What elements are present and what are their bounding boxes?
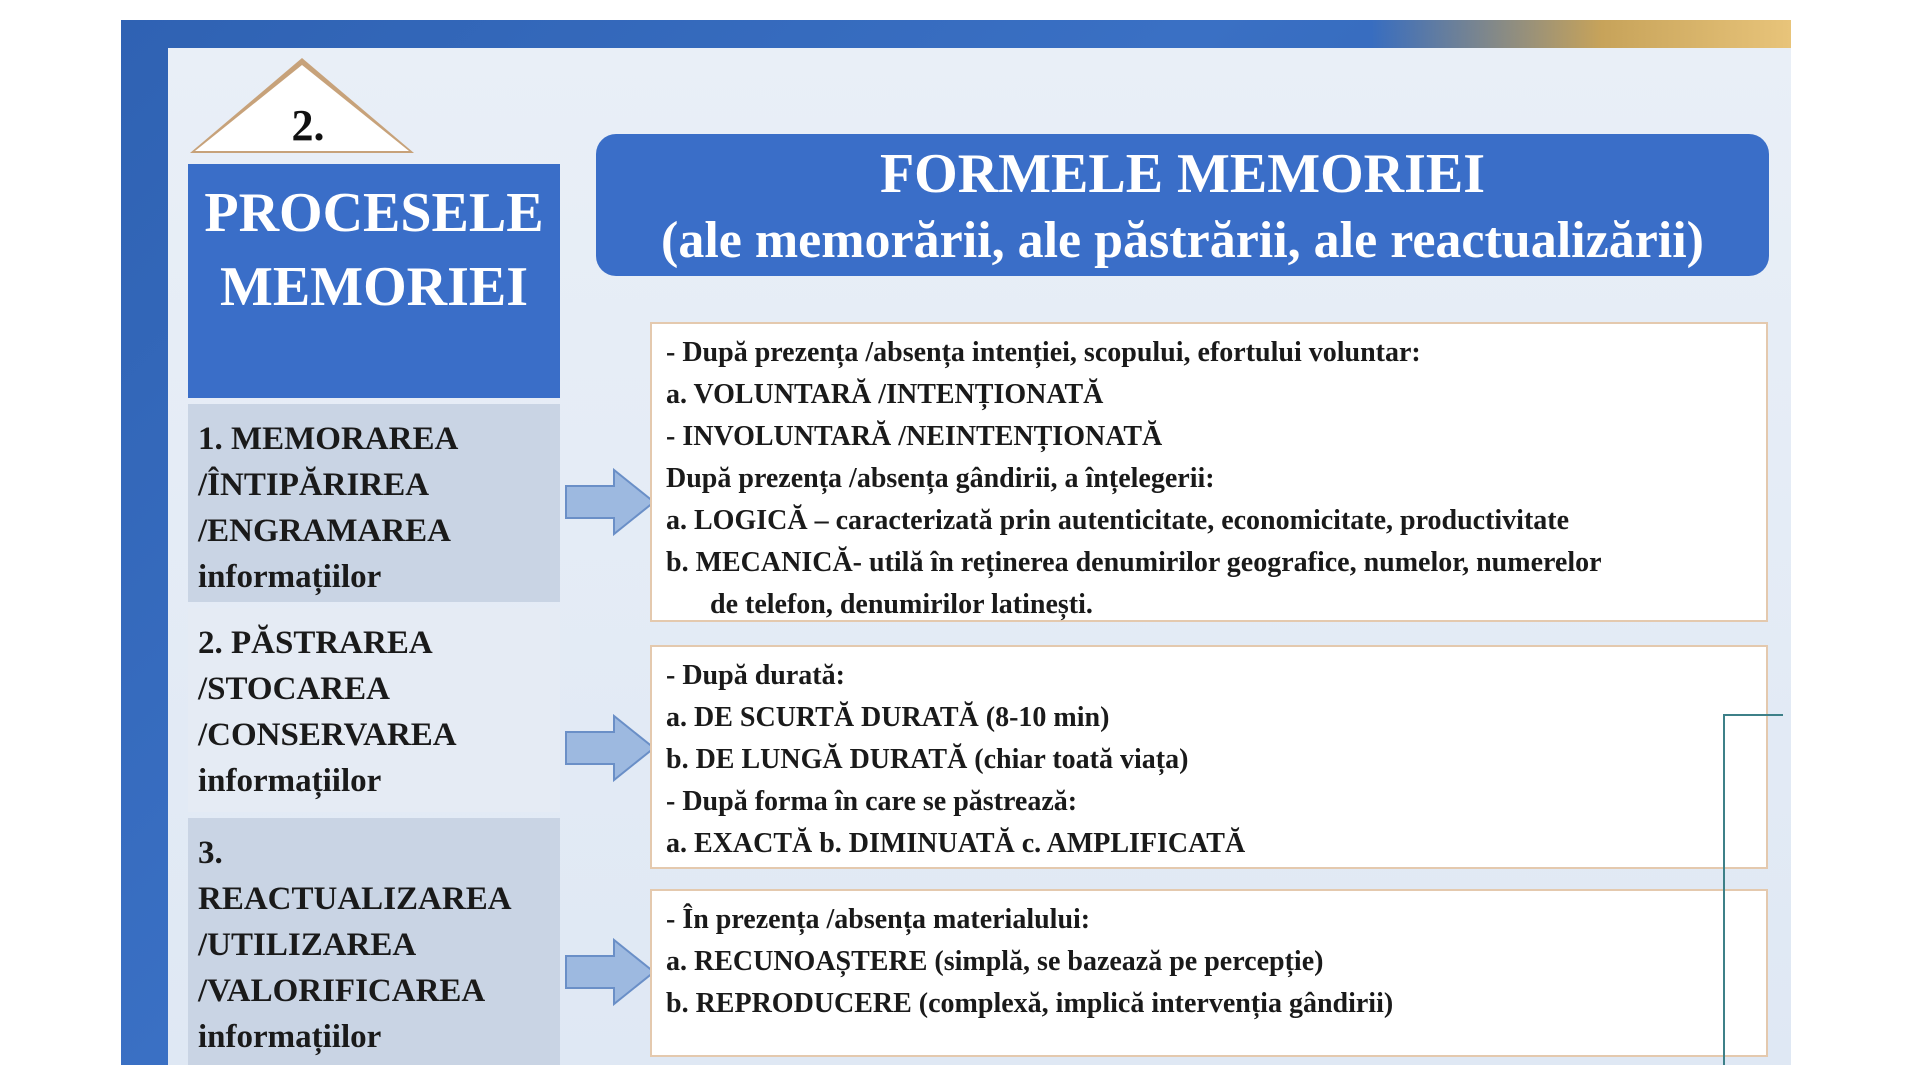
box-line: a. EXACTĂ b. DIMINUATĂ c. AMPLIFICATĂ [666, 828, 1246, 859]
box-line: a. VOLUNTARĂ /INTENȚIONATĂ [666, 379, 1104, 410]
processes-title-line: MEMORIEI [220, 256, 528, 318]
forms-pastrare-box [650, 645, 1768, 869]
box-line: - INVOLUNTARĂ /NEINTENȚIONATĂ [666, 421, 1163, 452]
processes-title [188, 164, 560, 398]
process-line: /UTILIZAREA [198, 927, 417, 963]
process-line: informațiilor [198, 763, 382, 799]
process-line: /STOCAREA [198, 671, 390, 707]
forms-title-main: FORMELE MEMORIEI [879, 143, 1486, 205]
arrow-right-icon [564, 936, 656, 1008]
process-line: 3. [198, 835, 223, 871]
process-line: /VALORIFICAREA [198, 973, 486, 1009]
process-line: informațiilor [198, 559, 382, 595]
processes-title-line: PROCESELE [204, 182, 544, 244]
box-line: a. DE SCURTĂ DURATĂ (8-10 min) [666, 702, 1110, 733]
box-line: a. RECUNOAȘTERE (simplă, se bazează pe percepție) [666, 946, 1324, 977]
box-line: b. DE LUNGĂ DURATĂ (chiar toată viața) [666, 744, 1189, 775]
box-line: - În prezența /absența materialului: [666, 904, 1091, 935]
process-line: /ENGRAMAREA [198, 513, 451, 549]
box-line: - După prezența /absența intenției, scopului, efortului voluntar: [666, 337, 1421, 368]
box-line: - După durată: [666, 660, 845, 691]
process-line: /ÎNTIPĂRIREA [198, 467, 430, 503]
box-line: După prezența /absența gândirii, a înțelegerii: [666, 463, 1215, 494]
process-pastrare [188, 608, 560, 812]
forms-reactualizare-box [650, 889, 1768, 1057]
box-line: - După forma în care se păstrează: [666, 786, 1078, 817]
process-line: 2. PĂSTRAREA [198, 625, 433, 661]
arrow-right-icon [564, 712, 656, 784]
process-line: REACTUALIZAREA [198, 881, 512, 917]
box-line: de telefon, denumirilor latinești. [710, 589, 1093, 620]
arrow-right-icon [564, 466, 656, 538]
slide-number: 2. [291, 101, 325, 150]
forms-title-sub: (ale memorării, ale păstrării, ale reactualizării) [661, 212, 1704, 269]
box-line: b. REPRODUCERE (complexă, implică intervenția gândirii) [666, 988, 1394, 1019]
process-line: 1. MEMORAREA [198, 421, 459, 457]
process-reactualizare [188, 818, 560, 1065]
box-line: b. MECANICĂ- utilă în reținerea denumirilor geografice, numelor, numerelor [666, 547, 1602, 578]
box-line: a. LOGICĂ – caracterizată prin autenticitate, economicitate, productivitate [666, 505, 1570, 536]
process-line: informațiilor [198, 1019, 382, 1055]
forms-title [596, 134, 1769, 276]
process-line: /CONSERVAREA [198, 717, 457, 753]
process-memorare [188, 404, 560, 602]
forms-memorare-box [650, 322, 1768, 622]
slide [168, 48, 1791, 1065]
connector-line [1723, 714, 1783, 1065]
